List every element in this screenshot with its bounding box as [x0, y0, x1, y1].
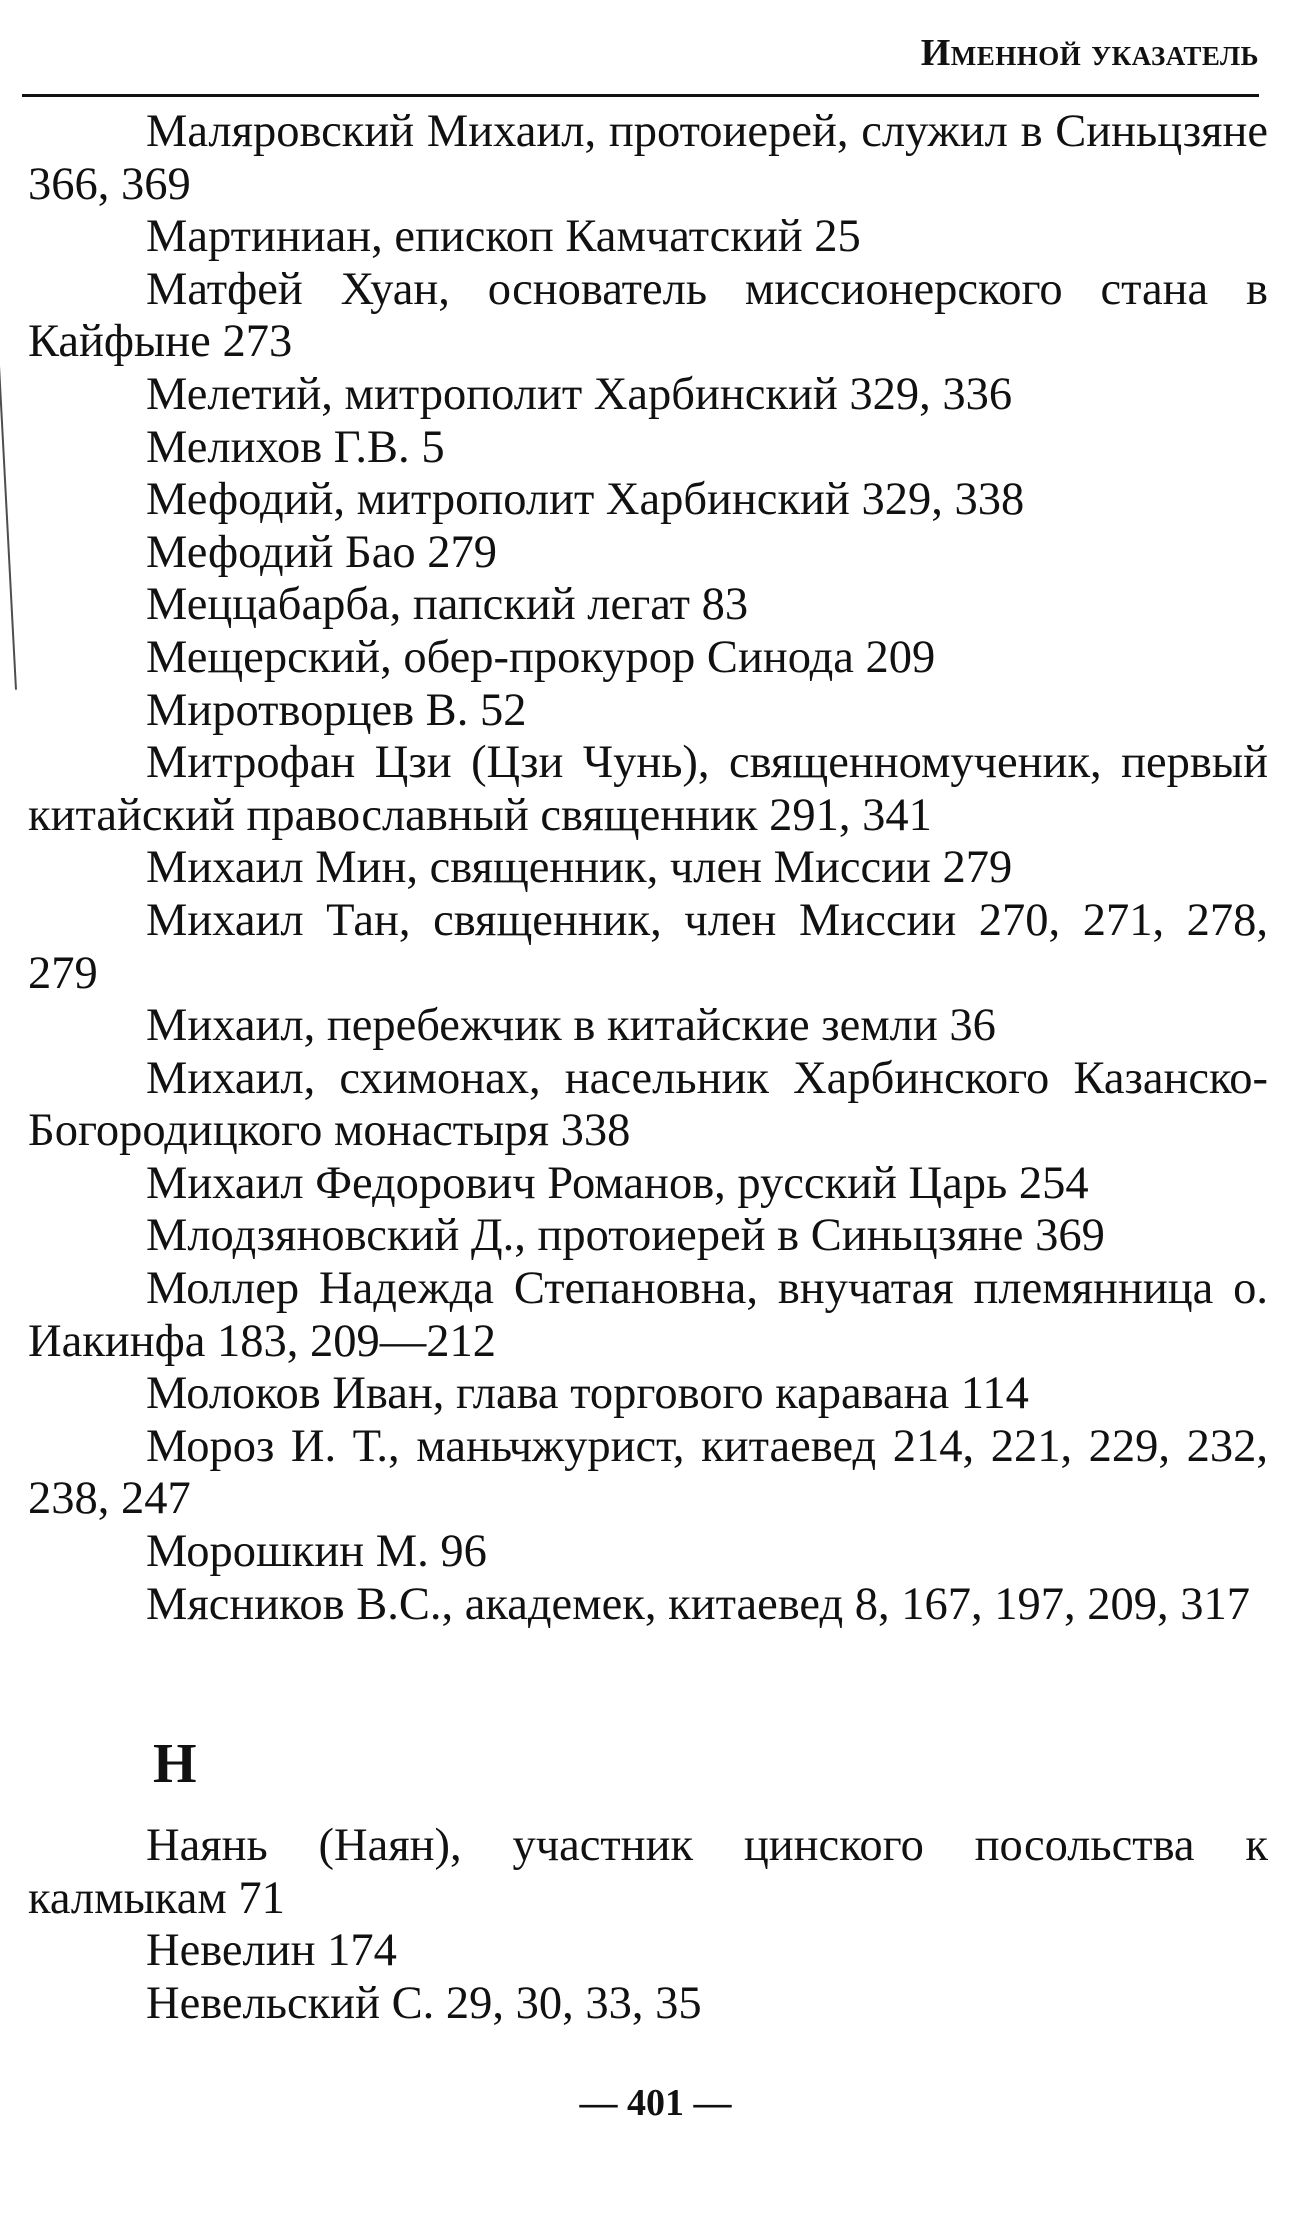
- entry-name: Михаил Мин, священник, член Миссии: [146, 842, 931, 894]
- index-entry: [28, 1526, 1268, 1579]
- index-entry: [28, 211, 1268, 264]
- index-entry: [28, 369, 1268, 422]
- entry-name: Моллер Надежда Степановна, внучатая племянница о. Иакинфа: [28, 1263, 1268, 1367]
- entry-pages: 8, 167, 197, 209, 317: [854, 1578, 1250, 1630]
- entry-pages: 52: [479, 684, 527, 736]
- section-letter: Н: [153, 1733, 197, 1795]
- entry-pages: 329, 338: [861, 474, 1025, 526]
- entry-pages: 96: [440, 1526, 487, 1578]
- index-entry: [28, 264, 1268, 369]
- entry-pages: 25: [814, 211, 861, 263]
- entry-name: Михаил, перебежчик в китайские земли: [146, 1000, 938, 1052]
- index-entry: [28, 632, 1268, 685]
- index-entry: [28, 474, 1268, 527]
- entry-name: Мясников В.С., академек, китаевед: [146, 1578, 844, 1630]
- entry-pages: 183, 209—212: [216, 1315, 496, 1367]
- entry-pages: 209: [865, 631, 936, 683]
- entry-pages: 279: [427, 526, 497, 578]
- index-entry: [28, 579, 1268, 632]
- entry-pages: 114: [960, 1368, 1029, 1420]
- index-entry: [28, 1053, 1268, 1158]
- entry-name: Мефодий, митрополит Харбинский: [146, 474, 850, 526]
- entry-pages: 366, 369: [28, 158, 191, 210]
- entry-name: Митрофан Цзи (Цзи Чунь), священномученик, первый китайский православный священник: [28, 737, 1268, 841]
- entry-name: Михаил, схимонах, насельник Харбинского Казанско-Богородицкого монастыря: [28, 1052, 1268, 1157]
- index-entry: [28, 1368, 1268, 1421]
- index-entry: [28, 895, 1268, 1000]
- entry-name: Морошкин М.: [146, 1526, 429, 1578]
- entry-pages: 338: [560, 1105, 631, 1157]
- entry-pages: 83: [701, 579, 749, 631]
- index-entry: [28, 1579, 1268, 1632]
- entry-name: Мефодий Бао: [146, 526, 416, 578]
- entry-pages: 270, 271, 278, 279: [28, 894, 1269, 999]
- index-entry: [28, 1210, 1268, 1263]
- running-head: Именной указатель: [920, 32, 1259, 74]
- index-entry: [28, 1925, 1268, 1978]
- entry-name: Михаил Федорович Романов, русский Царь: [146, 1157, 1008, 1209]
- entry-pages: 71: [238, 1872, 285, 1924]
- entry-pages: 254: [1018, 1157, 1089, 1209]
- entry-name: Невелин: [146, 1925, 316, 1977]
- entry-pages: 36: [949, 1000, 996, 1052]
- index-entry: [28, 106, 1268, 211]
- entry-name: Молоков Иван, глава торгового каравана: [146, 1368, 950, 1420]
- entry-pages: 291, 341: [769, 789, 932, 841]
- entry-name: Меццабарба, папский легат: [146, 579, 690, 631]
- entry-name: Михаил Тан, священник, член Миссии: [146, 894, 957, 946]
- entry-name: Мещерский, обер-прокурор Синода: [146, 631, 854, 683]
- index-entry: [28, 422, 1268, 475]
- entry-pages: 214, 221, 229, 232, 238, 247: [28, 1420, 1269, 1525]
- index-entry: [28, 1158, 1268, 1211]
- entry-pages: 369: [1035, 1210, 1105, 1262]
- scan-margin-mark: [0, 270, 17, 690]
- entry-name: Матфей Хуан, основатель миссионерского стана в Кайфыне: [28, 263, 1268, 368]
- index-entry: [28, 842, 1268, 895]
- entry-pages: 5: [421, 421, 445, 473]
- index-entry: [28, 1978, 1268, 2031]
- entry-name: Наянь (Наян), участник цинского посольства к калмыкам: [28, 1820, 1268, 1924]
- page-number: — 401 —: [579, 2082, 732, 2124]
- entry-name: Мелихов Г.В.: [146, 421, 410, 473]
- index-entry: [28, 1820, 1268, 1925]
- entry-pages: 329, 336: [849, 368, 1013, 420]
- index-list-n: [28, 1820, 1268, 2030]
- index-entry: [28, 1421, 1268, 1526]
- entry-pages: 273: [222, 316, 293, 368]
- index-entry: [28, 527, 1268, 580]
- entry-name: Мороз И. Т., маньчжурист, китаевед: [146, 1420, 877, 1472]
- index-entry: [28, 685, 1268, 738]
- entry-name: Млодзяновский Д., протоиерей в Синьцзяне: [146, 1210, 1024, 1262]
- entry-name: Мартиниан, епископ Камчатский: [146, 211, 803, 263]
- header-rule: [22, 94, 1259, 97]
- entry-pages: 174: [327, 1925, 397, 1977]
- index-entry: [28, 1263, 1268, 1368]
- entry-name: Миротворцев В.: [146, 684, 469, 736]
- index-entry: [28, 737, 1268, 842]
- entry-name: Невельский С.: [146, 1977, 435, 2029]
- index-list-m: [28, 106, 1268, 1631]
- entry-name: Маляровский Михаил, протоиерей, служил в Синьцзяне: [146, 106, 1268, 157]
- entry-name: Мелетий, митрополит Харбинский: [146, 368, 838, 420]
- entry-pages: 279: [942, 842, 1013, 894]
- entry-pages: 29, 30, 33, 35: [445, 1977, 702, 2029]
- index-entry: [28, 1000, 1268, 1053]
